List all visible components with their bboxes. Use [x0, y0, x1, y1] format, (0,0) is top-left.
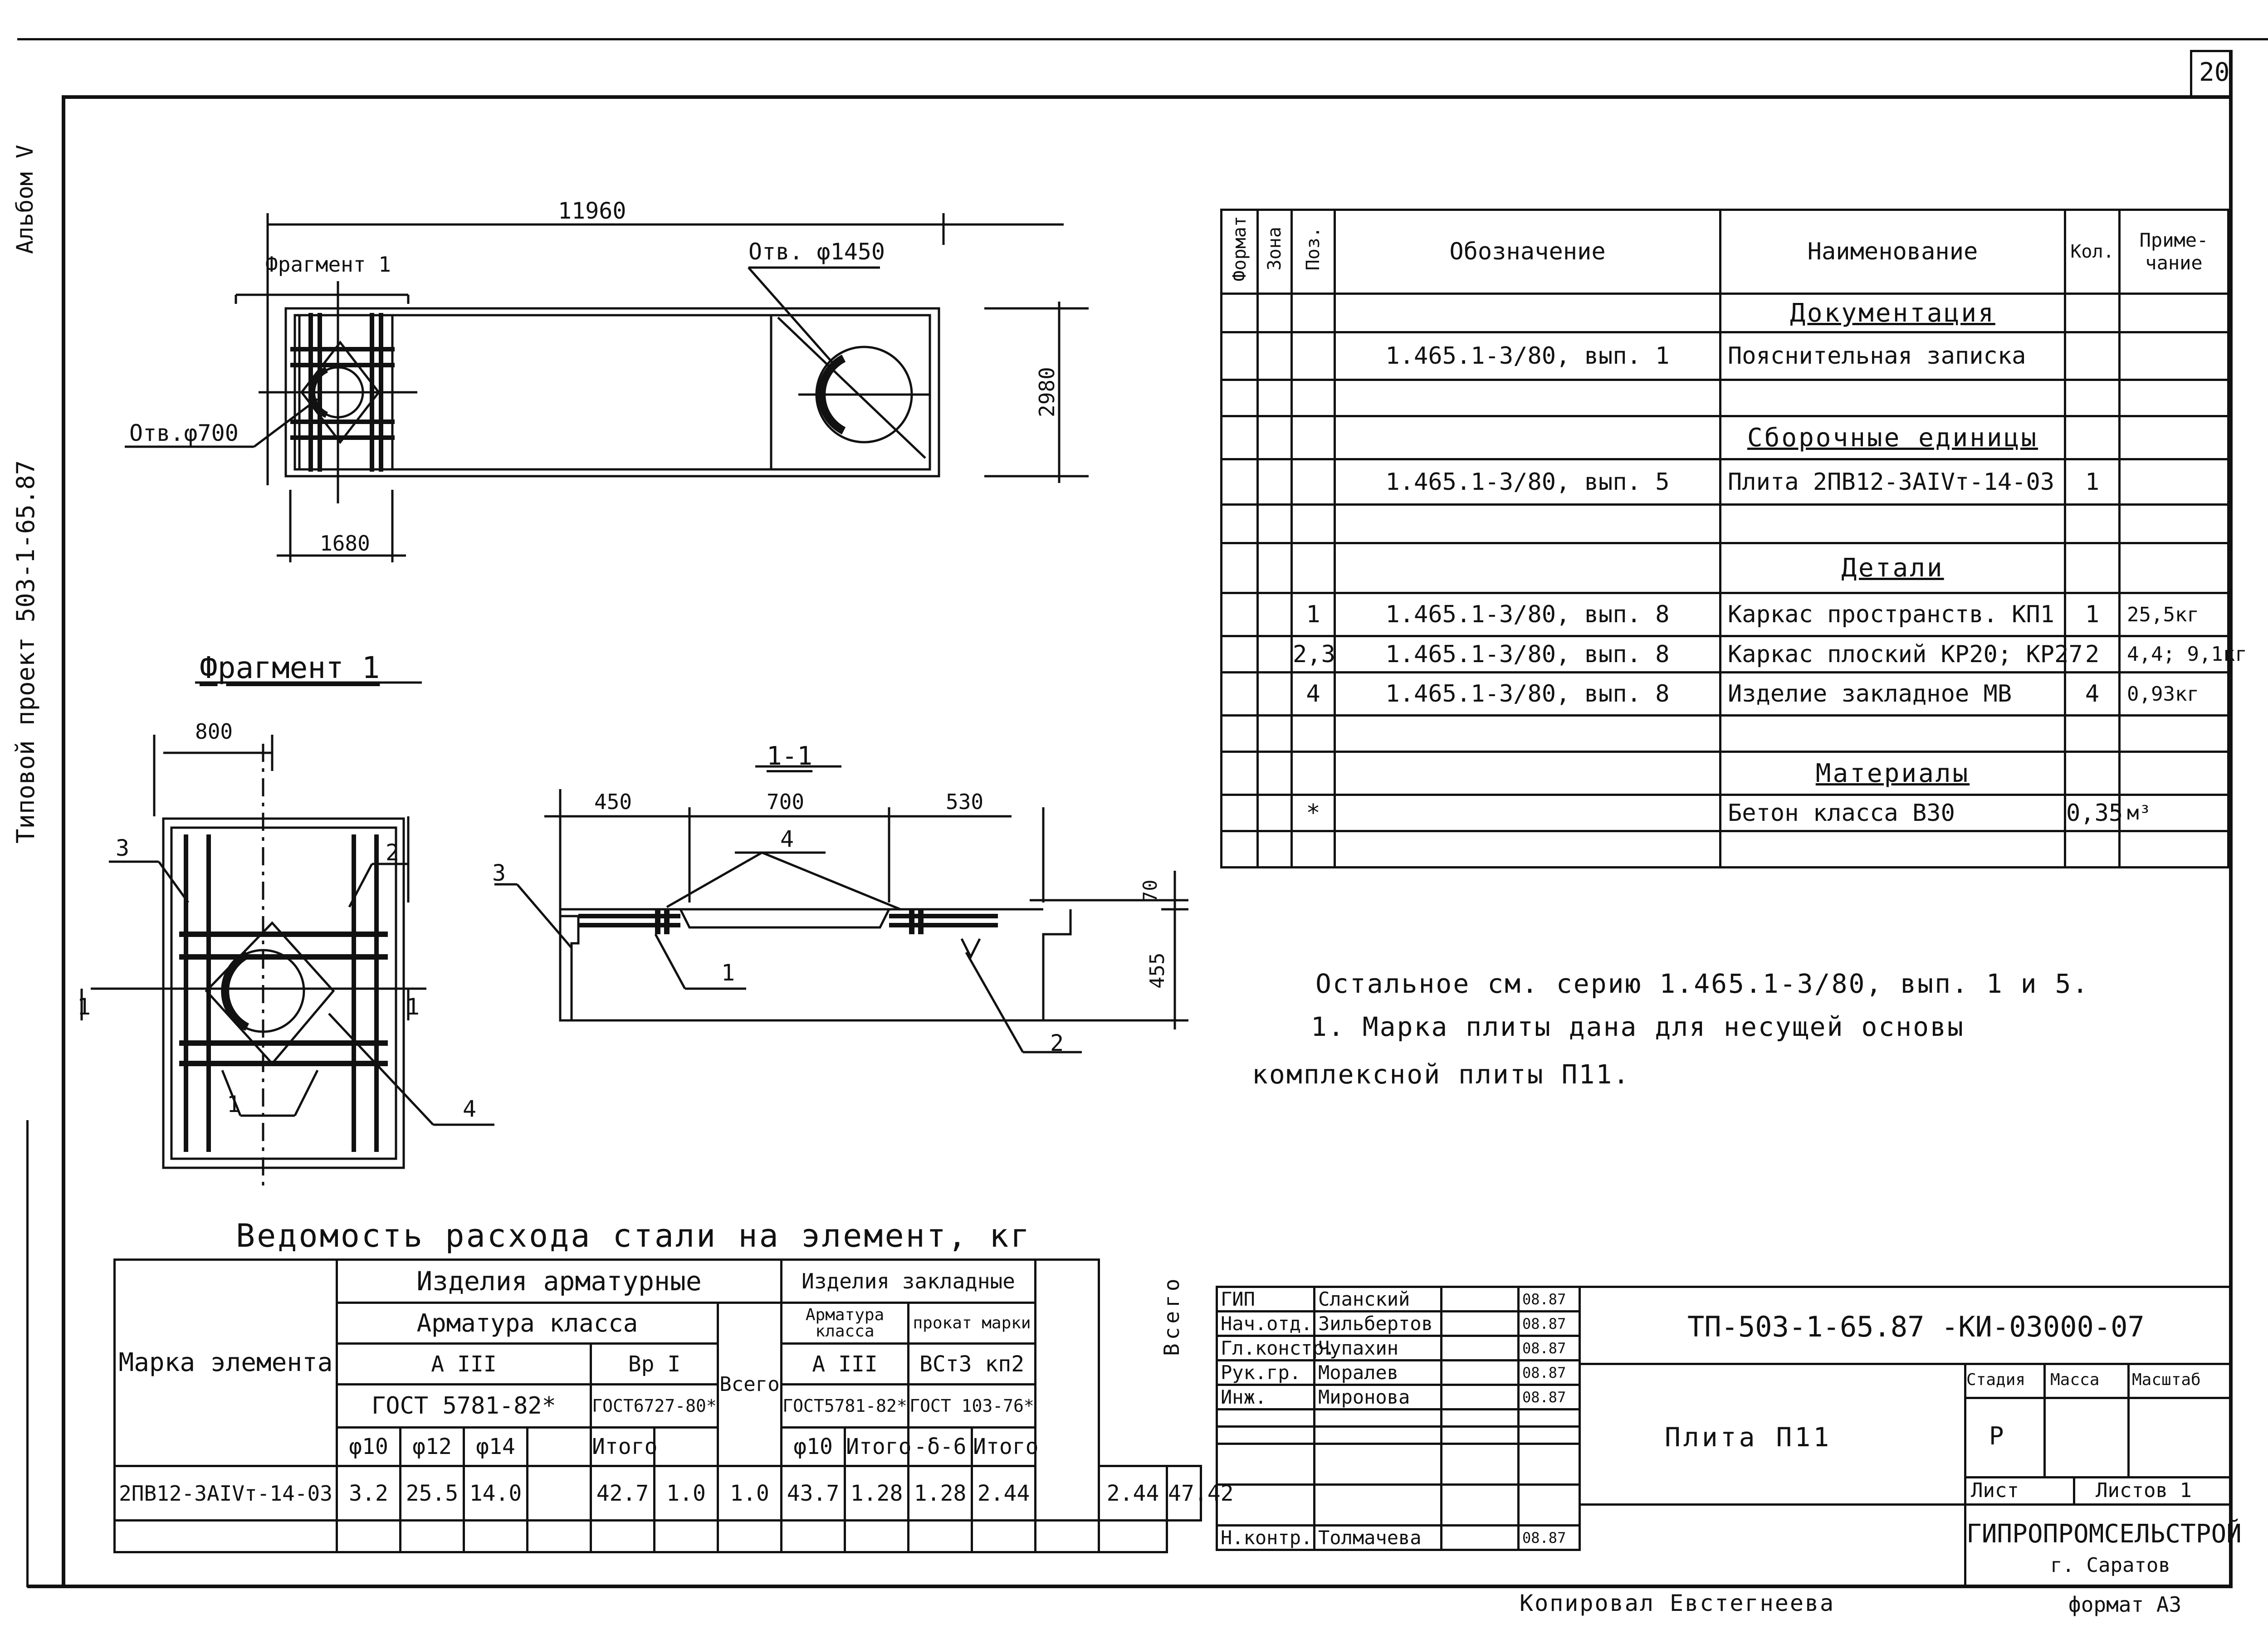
spec-cell-pos — [1292, 459, 1335, 505]
plan-fragment-label: Фрагмент 1 — [265, 252, 391, 277]
note-line-3: комплексной плиты П11. — [1252, 1059, 1631, 1090]
stamp-name: Моралев — [1315, 1361, 1442, 1385]
spec-cell-pos: * — [1292, 795, 1335, 831]
spec-cell-empty — [1222, 795, 1258, 831]
section-dim-455: 455 — [1146, 952, 1169, 989]
stamp-date: 08.87 — [1519, 1287, 1580, 1312]
section-mark-1: 1 — [721, 960, 735, 986]
spec-cell-designation — [1335, 543, 1721, 593]
spec-cell-pos — [1292, 294, 1335, 332]
stamp-date: 08.87 — [1519, 1312, 1580, 1336]
spec-cell-designation — [1335, 505, 1721, 543]
stamp-people — [1216, 1286, 1581, 1551]
stamp-empty-row — [1217, 1427, 1580, 1444]
spec-cell-pos — [1292, 716, 1335, 752]
stamp-empty-cell — [1315, 1485, 1442, 1526]
steel-empty-row — [115, 1521, 1201, 1552]
stamp-name: Миронова — [1315, 1385, 1442, 1410]
spec-cell-empty — [1222, 716, 1258, 752]
spec-cell-designation: 1.465.1-3/80, вып. 8 — [1335, 673, 1721, 716]
stamp-empty-cell — [1442, 1485, 1519, 1526]
steel-value-cell: 1.0 — [655, 1466, 718, 1521]
stamp-empty-cell — [1217, 1427, 1315, 1444]
fragment-mark-3: 3 — [116, 835, 130, 861]
spec-cell-empty — [1222, 543, 1258, 593]
spec-cell-note — [2120, 332, 2229, 380]
city: г. Саратов — [2050, 1554, 2170, 1577]
stamp-person-row — [1217, 1312, 1580, 1336]
stamp-empty-cell — [1217, 1444, 1315, 1485]
spec-row — [1222, 752, 2229, 795]
steel-subheader-cell: φ12 — [401, 1428, 464, 1466]
spec-cell-name: Сборочные единицы — [1721, 416, 2065, 459]
steel-value-cell: 2.44 — [1099, 1466, 1167, 1521]
stamp-empty-cell — [1315, 1427, 1442, 1444]
fragment-section-mark-right: 1 — [406, 994, 420, 1020]
steel-value-cell — [528, 1466, 591, 1521]
fragment-mark-4: 4 — [463, 1096, 477, 1122]
section-dim-700: 700 — [767, 790, 805, 814]
spec-row — [1222, 593, 2229, 636]
plan-dim-left: 1680 — [320, 531, 370, 556]
stamp-person-row — [1217, 1361, 1580, 1385]
stamp-stage-left — [1964, 1363, 1966, 1585]
spec-cell-empty — [1222, 332, 1258, 380]
spec-h-designation: Обозначение — [1335, 210, 1721, 294]
steel-value-cell: 42.7 — [591, 1466, 655, 1521]
spec-cell-pos — [1292, 752, 1335, 795]
spec-header-row — [1222, 210, 2229, 294]
project-label: Типовой проект 503-1-65.87 — [11, 460, 40, 844]
stamp-empty-row — [1217, 1410, 1580, 1427]
spec-cell-empty — [1222, 673, 1258, 716]
spec-cell-empty — [1258, 380, 1292, 416]
fragment-section-mark-left: 1 — [77, 994, 91, 1020]
steel-value-cell: 1.28 — [845, 1466, 909, 1521]
steel-table — [113, 1258, 1234, 1553]
spec-row — [1222, 459, 2229, 505]
fragment-mark-1: 1 — [227, 1091, 241, 1117]
stamp-name: Сланский — [1315, 1287, 1442, 1312]
fragment-dim-top: 800 — [195, 719, 233, 744]
spec-cell-designation — [1335, 831, 1721, 868]
spec-cell-empty — [1222, 593, 1258, 636]
spec-h-qty: Кол. — [2065, 210, 2120, 294]
steel-total-col — [1036, 1260, 1099, 1521]
stamp-code-bottom — [1579, 1363, 2232, 1365]
section-mark-4: 4 — [780, 826, 794, 852]
spec-cell-empty — [1258, 505, 1292, 543]
spec-cell-empty — [1222, 294, 1258, 332]
section-mark-3: 3 — [492, 860, 506, 886]
stamp-empty-cell — [1217, 1410, 1315, 1427]
spec-cell-note: 0,93кг — [2120, 673, 2229, 716]
stamp-empty-cell — [1519, 1444, 1580, 1485]
steel-mark-cell: 2ПВ12-3АIVт-14-03 — [115, 1466, 337, 1521]
stamp-role: Инж. — [1217, 1385, 1315, 1410]
steel-h-gost4: ГОСТ 103-76* — [909, 1385, 1036, 1428]
spec-cell-note — [2120, 543, 2229, 593]
spec-cell-qty — [2065, 416, 2120, 459]
spec-cell-qty — [2065, 752, 2120, 795]
stamp-date: 08.87 — [1519, 1336, 1580, 1361]
mass-header: Масса — [2050, 1371, 2100, 1389]
steel-value-cell: 1.28 — [909, 1466, 972, 1521]
spec-cell-note — [2120, 380, 2229, 416]
stamp-empty-cell — [1315, 1444, 1442, 1485]
spec-cell-name — [1721, 831, 2065, 868]
spec-row — [1222, 673, 2229, 716]
stamp-empty-cell — [1442, 1410, 1519, 1427]
spec-cell-empty — [1222, 831, 1258, 868]
stamp-stage-row-bottom — [1964, 1397, 2232, 1399]
stamp-empty-cell — [1442, 1427, 1519, 1444]
spec-cell-designation — [1335, 716, 1721, 752]
steel-value-cell: 3.2 — [337, 1466, 401, 1521]
stamp-role: Гл.констр. — [1217, 1336, 1315, 1361]
spec-row — [1222, 294, 2229, 332]
spec-cell-note — [2120, 716, 2229, 752]
steel-value-cell: 1.0 — [718, 1466, 782, 1521]
stamp-stage-val-bottom — [1964, 1476, 2232, 1478]
specification-table — [1220, 209, 2247, 868]
steel-h-total: Всего — [1159, 1275, 1184, 1356]
stage-value: Р — [1989, 1422, 2004, 1450]
steel-value-cell: 47.42 — [1167, 1466, 1201, 1521]
spec-row — [1222, 795, 2229, 831]
spec-h-pos: Поз. — [1303, 227, 1324, 271]
spec-cell-empty — [1222, 459, 1258, 505]
spec-cell-pos — [1292, 831, 1335, 868]
stamp-role: Нач.отд. — [1217, 1312, 1315, 1336]
spec-row — [1222, 716, 2229, 752]
section-dim-450: 450 — [594, 790, 632, 814]
spec-cell-pos: 1 — [1292, 593, 1335, 636]
spec-h-note: Приме-чание — [2120, 210, 2229, 294]
steel-value-cell: 43.7 — [782, 1466, 845, 1521]
spec-cell-note: 25,5кг — [2120, 593, 2229, 636]
stamp-empty-cell — [1442, 1444, 1519, 1485]
spec-cell-empty — [1258, 593, 1292, 636]
spec-cell-name — [1721, 716, 2065, 752]
spec-cell-pos: 4 — [1292, 673, 1335, 716]
spec-cell-note — [2120, 294, 2229, 332]
section-title: 1-1 — [767, 741, 813, 771]
spec-cell-designation — [1335, 795, 1721, 831]
spec-cell-empty — [1258, 294, 1292, 332]
spec-cell-pos — [1292, 505, 1335, 543]
spec-cell-pos — [1292, 543, 1335, 593]
steel-h-emb: Изделия закладные — [782, 1260, 1036, 1303]
spec-cell-name — [1721, 505, 2065, 543]
stamp-col-mass — [2043, 1363, 2046, 1476]
plan-hole-small: Отв.φ700 — [129, 420, 239, 446]
spec-cell-designation — [1335, 294, 1721, 332]
spec-cell-designation: 1.465.1-3/80, вып. 5 — [1335, 459, 1721, 505]
stamp-person-row — [1217, 1526, 1580, 1550]
steel-value-cell: 2.44 — [972, 1466, 1036, 1521]
steel-h-arm: Изделия арматурные — [337, 1260, 782, 1303]
album-label: Альбом V — [12, 145, 38, 254]
spec-h-format: Формат — [1229, 216, 1250, 282]
steel-h-arm-class: Арматура класса — [337, 1303, 718, 1344]
fragment-view — [82, 683, 494, 1188]
stamp-date: 08.87 — [1519, 1385, 1580, 1410]
spec-cell-note — [2120, 831, 2229, 868]
spec-cell-empty — [1222, 636, 1258, 673]
stamp-role: Н.контр. — [1217, 1526, 1315, 1550]
copied-by: Копировал Евстегнеева — [1520, 1590, 1835, 1616]
spec-cell-qty — [2065, 831, 2120, 868]
spec-row — [1222, 831, 2229, 868]
sheet-number: 20 — [2199, 58, 2230, 87]
spec-cell-note: м³ — [2120, 795, 2229, 831]
steel-subheader-cell: φ10 — [337, 1428, 401, 1466]
stamp-name: Чупахин — [1315, 1336, 1442, 1361]
stamp-sign — [1442, 1312, 1519, 1336]
stamp-name: Толмачева — [1315, 1526, 1442, 1550]
spec-cell-designation — [1335, 416, 1721, 459]
stamp-role: Рук.гр. — [1217, 1361, 1315, 1385]
steel-h-total-arm: Всего — [718, 1303, 782, 1466]
spec-cell-designation — [1335, 380, 1721, 416]
spec-cell-pos — [1292, 380, 1335, 416]
stamp-col-sheets — [2073, 1476, 2075, 1503]
stamp-person-row — [1217, 1385, 1580, 1410]
spec-cell-qty — [2065, 543, 2120, 593]
steel-h-gost2: ГОСТ6727-80* — [591, 1385, 718, 1428]
steel-subheader-cell: Итого — [972, 1428, 1036, 1466]
steel-title: Ведомость расхода стали на элемент, кг — [236, 1217, 1031, 1254]
stamp-empty-cell — [1217, 1485, 1315, 1526]
steel-subheader-cell: Итого — [845, 1428, 909, 1466]
spec-cell-qty — [2065, 716, 2120, 752]
spec-cell-name: Каркас пространств. КП1 — [1721, 593, 2065, 636]
stamp-sign — [1442, 1336, 1519, 1361]
stage-header: Стадия — [1966, 1371, 2026, 1389]
spec-cell-qty — [2065, 332, 2120, 380]
spec-cell-empty — [1222, 380, 1258, 416]
spec-cell-empty — [1258, 416, 1292, 459]
note-line-2: 1. Марка плиты дана для несущей основы — [1311, 1011, 1965, 1042]
steel-h-gost1: ГОСТ 5781-82* — [337, 1385, 591, 1428]
steel-subheader-cell — [655, 1428, 718, 1466]
spec-cell-qty: 1 — [2065, 593, 2120, 636]
section-dim-530: 530 — [946, 790, 984, 814]
stamp-date: 08.87 — [1519, 1361, 1580, 1385]
spec-cell-empty — [1222, 416, 1258, 459]
scale-header: Масштаб — [2132, 1371, 2201, 1389]
spec-cell-empty — [1258, 459, 1292, 505]
spec-cell-name: Изделие закладное МВ — [1721, 673, 2065, 716]
steel-h-bp1: Вр I — [591, 1344, 718, 1385]
sheets-header: Листов 1 — [2096, 1479, 2192, 1502]
spec-cell-qty — [2065, 505, 2120, 543]
steel-h-prokat: прокат марки — [909, 1303, 1036, 1344]
fragment-title: Фрагмент 1 — [200, 650, 380, 685]
spec-cell-empty — [1258, 673, 1292, 716]
spec-cell-empty — [1258, 543, 1292, 593]
spec-cell-note: 4,4; 9,1кг — [2120, 636, 2229, 673]
steel-h-a3: А III — [337, 1344, 591, 1385]
spec-cell-name — [1721, 380, 2065, 416]
note-line-1: Остальное см. серию 1.465.1-3/80, вып. 1 и 5. — [1315, 968, 2090, 999]
fragment-mark-2: 2 — [386, 839, 400, 866]
stamp-empty-row — [1217, 1485, 1580, 1526]
plan-hole-big: Отв. φ1450 — [748, 239, 885, 265]
stamp-outer-top — [1216, 1286, 2232, 1288]
steel-value-cell: 14.0 — [464, 1466, 528, 1521]
stamp-name: Зильбертов — [1315, 1312, 1442, 1336]
stamp-sign — [1442, 1287, 1519, 1312]
spec-cell-name: Документация — [1721, 294, 2065, 332]
spec-cell-qty — [2065, 294, 2120, 332]
spec-cell-empty — [1222, 752, 1258, 795]
spec-h-name: Наименование — [1721, 210, 2065, 294]
steel-subheader-cell: φ14 — [464, 1428, 528, 1466]
spec-cell-name: Пояснительная записка — [1721, 332, 2065, 380]
steel-subheader-cell: φ10 — [782, 1428, 845, 1466]
spec-cell-pos: 2,3 — [1292, 636, 1335, 673]
spec-cell-designation: 1.465.1-3/80, вып. 8 — [1335, 636, 1721, 673]
stamp-col-scale — [2127, 1363, 2130, 1476]
stamp-empty-cell — [1315, 1410, 1442, 1427]
spec-row — [1222, 416, 2229, 459]
section-mark-2: 2 — [1050, 1030, 1064, 1056]
steel-subheader-cell — [528, 1428, 591, 1466]
spec-row — [1222, 505, 2229, 543]
steel-h-vst: ВСт3 кп2 — [909, 1344, 1036, 1385]
spec-cell-empty — [1258, 795, 1292, 831]
spec-cell-empty — [1258, 831, 1292, 868]
spec-cell-qty: 4 — [2065, 673, 2120, 716]
spec-cell-name: Детали — [1721, 543, 2065, 593]
spec-cell-empty — [1258, 716, 1292, 752]
organization: ГИПРОПРОМСЕЛЬСТРОЙ — [1966, 1519, 2242, 1549]
spec-cell-note — [2120, 752, 2229, 795]
stamp-person-row — [1217, 1336, 1580, 1361]
spec-cell-designation — [1335, 752, 1721, 795]
stamp-sign — [1442, 1385, 1519, 1410]
stamp-empty-cell — [1519, 1485, 1580, 1526]
stamp-role: ГИП — [1217, 1287, 1315, 1312]
doc-code: ТП-503-1-65.87 -КИ-03000-07 — [1687, 1310, 2145, 1343]
spec-cell-empty — [1222, 505, 1258, 543]
spec-h-zone: Зона — [1264, 227, 1285, 271]
spec-cell-designation: 1.465.1-3/80, вып. 1 — [1335, 332, 1721, 380]
stamp-empty-cell — [1519, 1427, 1580, 1444]
spec-cell-pos — [1292, 416, 1335, 459]
section-dim-70: 70 — [1139, 879, 1161, 902]
stamp-empty-cell — [1519, 1410, 1580, 1427]
spec-cell-designation: 1.465.1-3/80, вып. 8 — [1335, 593, 1721, 636]
spec-cell-name: Бетон класса В30 — [1721, 795, 2065, 831]
spec-cell-note — [2120, 505, 2229, 543]
spec-cell-name: Материалы — [1721, 752, 2065, 795]
stamp-title-bottom — [1579, 1503, 2232, 1506]
plan-dim-total: 11960 — [558, 198, 626, 224]
spec-cell-qty: 2 — [2065, 636, 2120, 673]
spec-cell-note — [2120, 459, 2229, 505]
spec-cell-empty — [1258, 332, 1292, 380]
steel-subheader-cell: Итого — [591, 1428, 655, 1466]
stamp-sign — [1442, 1361, 1519, 1385]
spec-cell-empty — [1258, 636, 1292, 673]
spec-cell-qty: 1 — [2065, 459, 2120, 505]
steel-h-emb-a3: А III — [782, 1344, 909, 1385]
steel-subheader-cell: -δ-6 — [909, 1428, 972, 1466]
stamp-empty-row — [1217, 1444, 1580, 1485]
stamp-person-row — [1217, 1287, 1580, 1312]
spec-cell-qty: 0,35 — [2065, 795, 2120, 831]
spec-cell-empty — [1258, 752, 1292, 795]
doc-title: Плита П11 — [1665, 1422, 1832, 1453]
stamp-date: 08.87 — [1519, 1526, 1580, 1550]
sheet-format: формат А3 — [2068, 1592, 2182, 1617]
stamp-sign — [1442, 1526, 1519, 1550]
steel-h-mark: Марка элемента — [115, 1260, 337, 1466]
plan-dim-width: 2980 — [1035, 367, 1059, 417]
sheet-header: Лист — [1971, 1479, 2019, 1502]
steel-h-emb-arm: Арматура класса — [782, 1303, 909, 1344]
steel-value-cell: 25.5 — [401, 1466, 464, 1521]
spec-row — [1222, 636, 2229, 673]
steel-h-gost3: ГОСТ5781-82* — [782, 1385, 909, 1428]
spec-cell-pos — [1292, 332, 1335, 380]
spec-cell-name: Плита 2ПВ12-3АIVт-14-03 — [1721, 459, 2065, 505]
spec-row — [1222, 543, 2229, 593]
spec-cell-name: Каркас плоский КР20; КР27 — [1721, 636, 2065, 673]
spec-row — [1222, 332, 2229, 380]
spec-row — [1222, 380, 2229, 416]
spec-cell-note — [2120, 416, 2229, 459]
spec-cell-qty — [2065, 380, 2120, 416]
